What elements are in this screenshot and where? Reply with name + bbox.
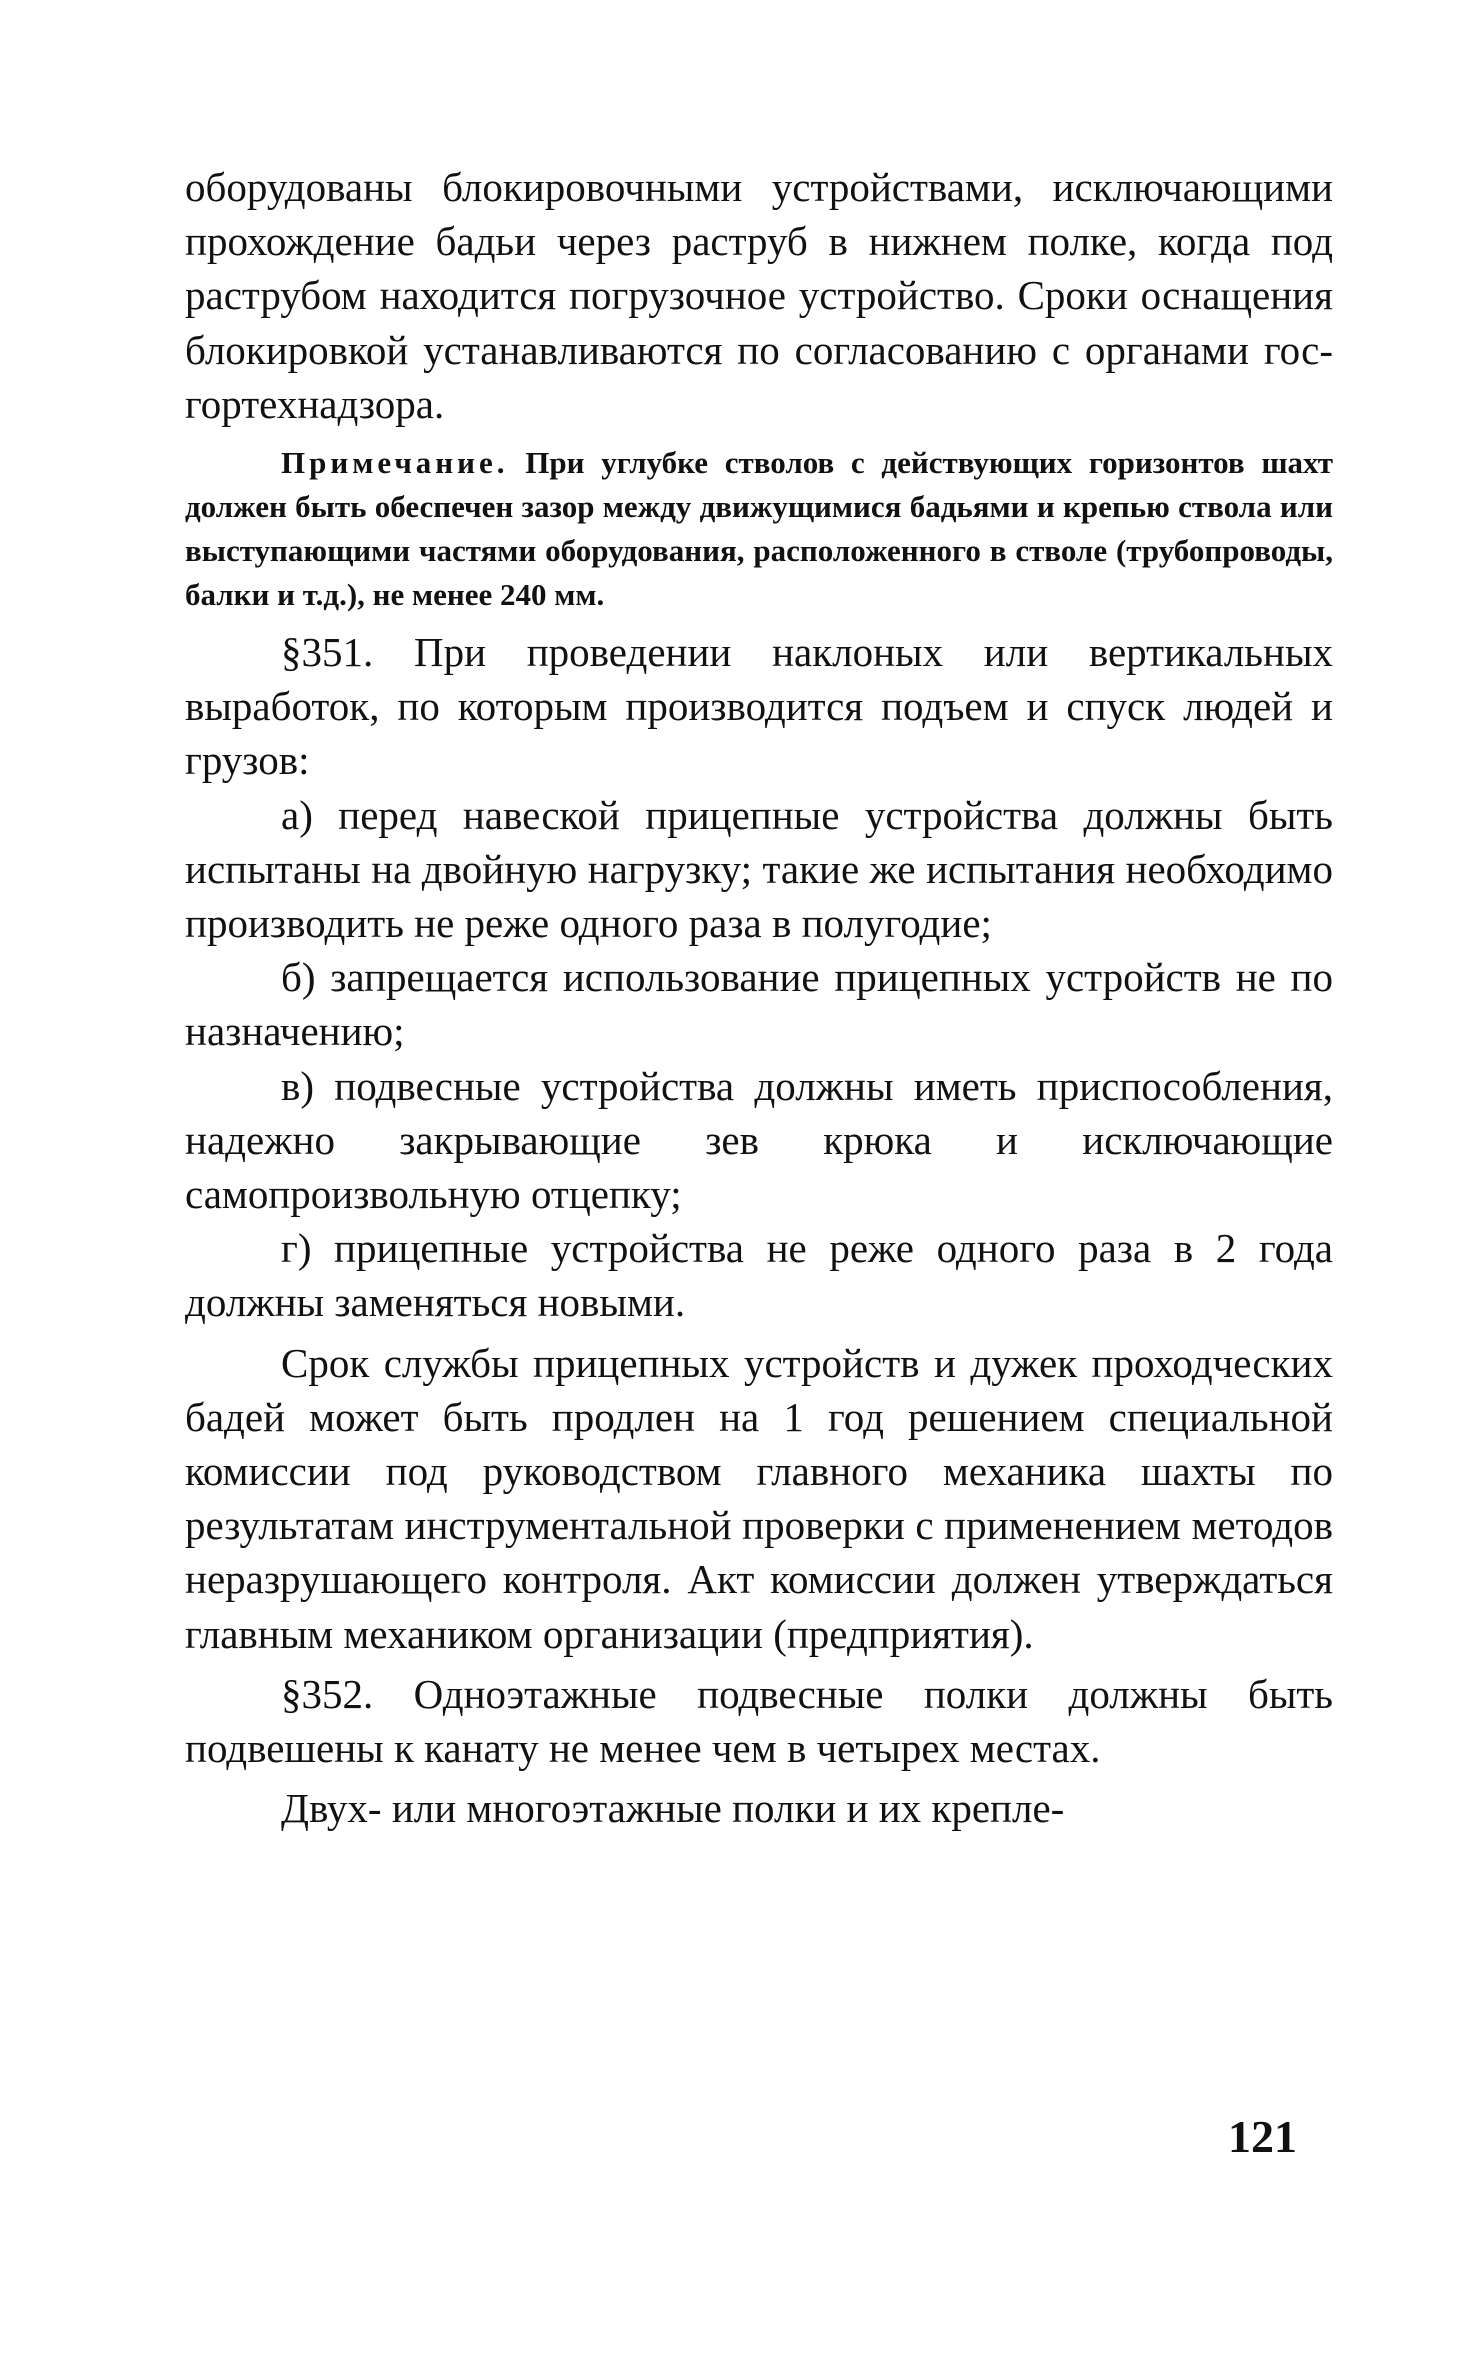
service-life-paragraph: Срок службы прицепных устройств и дужек проходческих бадей может быть продлен на 1 год решением специальной комиссии под руководством главного механика шахты по результатам инструментальной проверки с применением методов неразрушающего контроля. Акт комиссии должен утверждаться главным механиком организации (предприятия). <box>185 1339 1333 1657</box>
page-number: 121 <box>1228 2111 1297 2162</box>
document-page <box>185 160 1333 1835</box>
section-352-continuation: Двух- или многоэтажные полки и их крепле- <box>281 1785 1065 1832</box>
section-351-intro: §351. При проведении наклоных или вертикальных выработок, по которым производится подъем и спуск людей и грузов: <box>185 629 1333 784</box>
list-item-g: г) прицепные устройства не реже одного раза в 2 года должны заменяться новыми. <box>185 1225 1333 1326</box>
note-label: Примечание. <box>281 445 509 481</box>
continuation-paragraph: оборудованы блокировочными устройствами, исключающими прохождение бадьи через раструб в нижнем полке, когда под раструбом находится погрузочное устройство. Сроки оснащения блокировкой устанавливаются по согласованию с органами госгортехнадзора. <box>185 164 1333 427</box>
list-item-a: а) перед навеской прицепные устройства должны быть испытаны на двойную нагрузку; такие же испытания необходимо производить не реже одного раза в полугодие; <box>185 791 1333 947</box>
note-paragraph <box>185 441 1333 617</box>
note-text: При углубке стволов с действующих горизонтов шахт должен быть обеспечен зазор между движущимися бадьями и крепью ствола или выступающими частями оборудования, расположенного в стволе (трубопроводы, балки и т.д.), не менее 240 мм. <box>185 445 1333 613</box>
section-352-paragraph: §352. Одноэтажные подвесные полки должны быть подвешены к канату не менее чем в четырех местах. <box>185 1670 1333 1772</box>
list-item-b: б) запрещается использование прицепных устройств не по назначению; <box>185 954 1333 1055</box>
list-item-v: в) подвесные устройства должны иметь приспособления, надежно закрывающие зев крюка и исключающие самопроизвольную отцепку; <box>185 1062 1333 1218</box>
